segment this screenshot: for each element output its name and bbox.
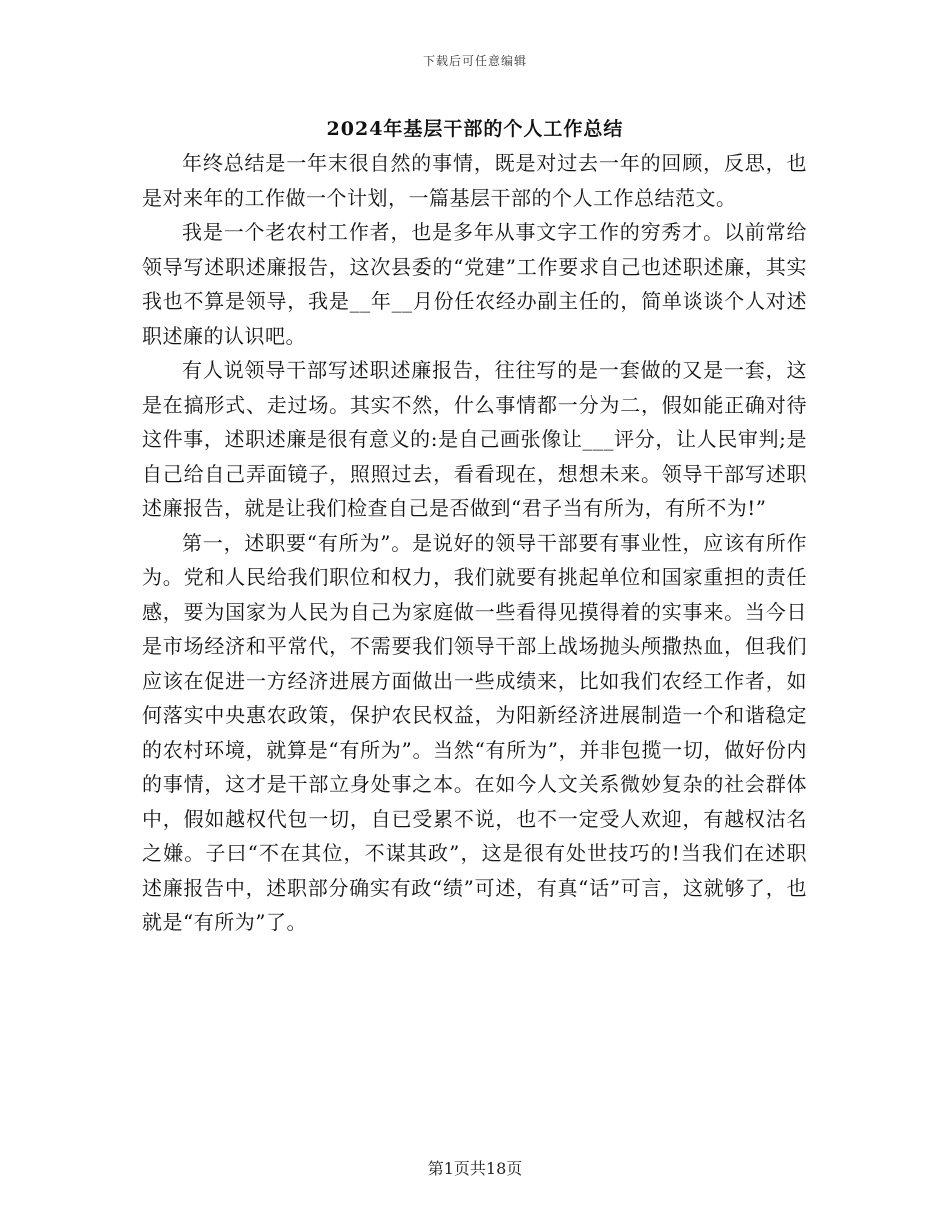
document-body <box>142 146 807 940</box>
paragraph: 年终总结是一年末很自然的事情，既是对过去一年的回顾，反思，也是对来年的工作做一个计划，一篇基层干部的个人工作总结范文。 <box>142 151 807 210</box>
paragraph: 有人说领导干部写述职述廉报告，往往写的是一套做的又是一套，这是在搞形式、走过场。其实不然，什么事情都一分为二，假如能正确对待这件事，述职述廉是很有意义的:是自己画张像让___评分，让人民审判;是自己给自己弄面镜子，照照过去，看看现在，想想未来。领导干部写述职述廉报告，就是让我们检查自己是否做到“君子当有所为，有所不为!” <box>142 358 807 520</box>
page-number: 第1页共18页 <box>427 1159 523 1178</box>
document-title: 2024年基层干部的个人工作总结 <box>326 118 624 140</box>
paragraph: 我是一个老农村工作者，也是多年从事文字工作的穷秀才。以前常给领导写述职述廉报告，这次县委的“党建”工作要求自己也述职述廉，其实我也不算是领导，我是__年__月份任农经办副主任的，简单谈谈个人对述职述廉的认识吧。 <box>142 220 807 348</box>
header-note: 下载后可任意编辑 <box>422 54 527 68</box>
paragraph: 第一，述职要“有所为”。是说好的领导干部要有事业性，应该有所作为。党和人民给我们职位和权力，我们就要有挑起单位和国家重担的责任感，要为国家为人民为自己为家庭做一些看得见摸得着的实事来。当今日是市场经济和平常代，不需要我们领导干部上战场抛头颅撒热血，但我们应该在促进一方经济进展方面做出一些成绩来，比如我们农经工作者，如何落实中央惠农政策，保护农民权益，为阳新经济进展制造一个和谐稳定的农村环境，就算是“有所为”。当然“有所为”，并非包揽一切，做好份内的事情，这才是干部立身处事之本。在如今人文关系微妙复杂的社会群体中，假如越权代包一切，自已受累不说，也不一定受人欢迎，有越权沽名之嫌。子曰“不在其位，不谋其政”，这是很有处世技巧的!当我们在述职述廉报告中，述职部分确实有政“绩”可述，有真“话”可言，这就够了，也就是“有所为”了。 <box>142 530 807 934</box>
